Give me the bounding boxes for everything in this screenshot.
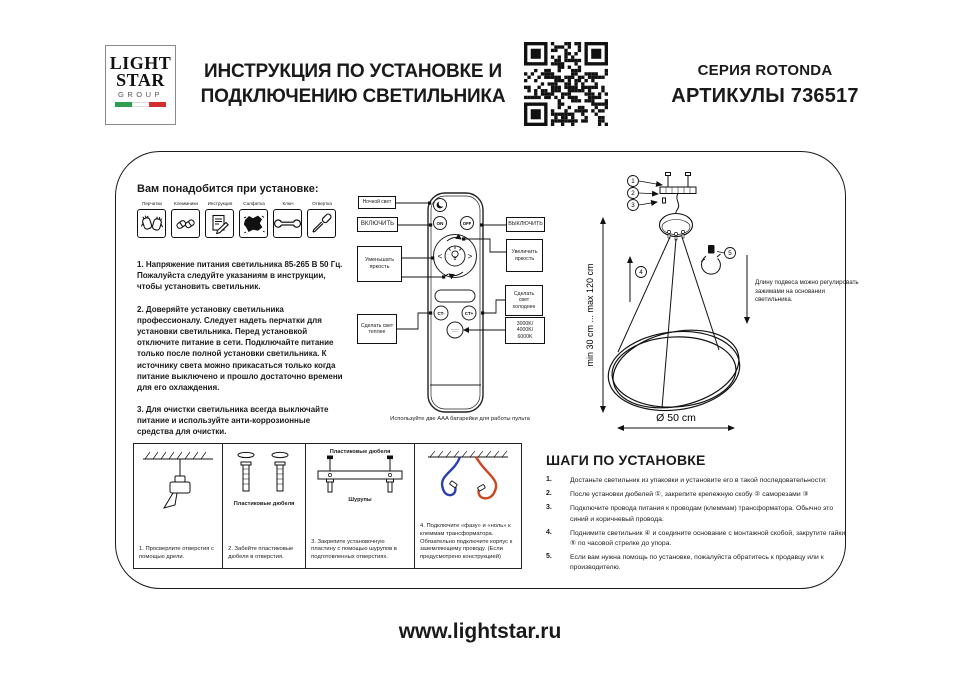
mounting-strip [133, 443, 522, 569]
scene-button [435, 290, 475, 302]
svg-text:1: 1 [631, 178, 635, 186]
ct-minus-label: CT- [437, 311, 445, 316]
tool-napkin [239, 202, 269, 238]
qr-code [524, 42, 608, 126]
mounting-panel-1 [134, 444, 222, 568]
callouts-1-3 [628, 176, 663, 211]
brighten-arrow-glyph: > [467, 252, 473, 261]
panel-3-label-bottom: Шурупы [348, 497, 372, 504]
svg-text:4: 4 [639, 269, 643, 277]
neutral-wire-blue [442, 457, 460, 495]
mounting-panel-3 [305, 444, 414, 568]
lightstar-logo [105, 45, 176, 125]
label-warmer: Сделать свет теплее [357, 314, 397, 344]
logo-word-group: GROUP [117, 90, 163, 100]
label-kelvin [505, 317, 545, 344]
callout-5-leader [717, 252, 725, 254]
logo-word-star: STAR [116, 69, 165, 90]
svg-text:2: 2 [631, 190, 635, 198]
mounting-panel-4 [414, 444, 521, 568]
label-turn-on: ВКЛЮЧИТЬ [357, 217, 398, 232]
mounting-panel-2 [222, 444, 305, 568]
tool-label: Отвертка [312, 201, 332, 206]
panel-1-caption: 1. Просверлите отверстия с помощью дрели. [139, 546, 214, 561]
step-3: 3. Подключите провода питания к проводам (клеммам) трансформатора. Обычно это синий и коричневый провода. [546, 504, 834, 523]
label-cooler: Сделать свет холоднее [505, 285, 543, 316]
on-button-label: ON [436, 221, 444, 226]
tool-label: Перчатки [142, 201, 162, 206]
panel-3-caption: 3. Закрепите установочную пластину с помощью шурупов в подготовленных отверстиях. [311, 538, 397, 561]
panel-2-caption: 2. Забейте пластиковые дюбеля в отверстия. [228, 546, 294, 561]
panel-2-label: Пластиковые дюбеля [233, 501, 295, 507]
terminal-blocks-icon [172, 210, 199, 237]
series-name: СЕРИЯ ROTONDA [697, 62, 833, 79]
diameter-label: Ø 50 cm [656, 412, 696, 424]
suspension-note: Длину подвеса можно регулировать зажимами на основании светильника. [755, 279, 859, 304]
tool-gloves [137, 202, 167, 238]
label-night-light: Ночной свет [358, 196, 396, 209]
tool-instruction [205, 202, 235, 238]
gloves-icon [138, 210, 165, 237]
ct-plus-label: CT+ [464, 311, 474, 316]
steps-heading: ШАГИ ПО УСТАНОВКЕ [546, 452, 706, 468]
svg-text:3: 3 [631, 202, 635, 210]
panel-4-caption: 4. Подключите «фазу» и «ноль» к клеммам трансформатора. Обязательно подключите корпус к заземляющему проводу. (Если предусмотрено конструкцией) [420, 522, 513, 561]
step-2: 2. После установки дюбелей ①, закрепите крепежную скобу ② саморезами ③ [546, 490, 809, 499]
step-4: 4. Поднимите светильник ④ и соедините основание с монтажной скобой, закрутите гайки ⑤ по часовой стрелке до упора. [546, 528, 846, 547]
warning-2: 2. Доверяйте установку светильника профессионалу. Следует надеть перчатки для установки светильника. Перед установкой отключите питание в сети. Подключайте питание только после полной установки светильника. К источнику света можно прикасаться только когда питание выключено и прошло достаточно времени для его охлаждения. [137, 304, 343, 392]
off-button-label: OFF [462, 221, 472, 226]
warning-3: 3. Для очистки светильника всегда выключайте питание и используйте анти-коррозионные средства для очистки. [137, 405, 329, 437]
page-title [186, 60, 520, 109]
series-block [640, 62, 890, 108]
title-line-1: ИНСТРУКЦИЯ ПО УСТАНОВКЕ И [204, 61, 502, 82]
tool-label: Ключ [282, 201, 294, 206]
instruction-icon [206, 210, 233, 237]
step-5: 5. Если вам нужна помощь по установке, пожалуйста обратитесь к продавцу или к производителю. [546, 553, 824, 572]
plate-diagram [312, 455, 408, 497]
screwdriver-icon [308, 210, 335, 237]
mounting-bracket [660, 173, 696, 218]
ring-lamp [604, 319, 747, 420]
steps-list [546, 476, 846, 574]
napkin-icon [240, 210, 267, 237]
step-1: 1. Достаньте светильник из упаковки и установите его в такой последовательности: [546, 476, 827, 484]
tool-label: Инструкция [207, 201, 233, 206]
kelvin-line-2: 4000K/ [516, 327, 534, 334]
battery-note: Используйте две AAA батарейки для работы пульта [390, 416, 530, 422]
suspension-cables [618, 237, 719, 408]
tools-heading: Вам понадобится при установке: [137, 183, 319, 195]
installation-steps [546, 452, 846, 578]
safety-warnings [137, 259, 346, 449]
wrench-icon [274, 210, 301, 237]
tool-screwdriver [307, 202, 337, 238]
warning-1: 1. Напряжение питания светильника 85-265 В 50 Гц. Пожалуйста следуйте указаниям в инструкции, чтобы установить светильник. [137, 260, 343, 292]
tool-wrench [273, 202, 303, 238]
hand-adjusting-clamp [701, 245, 721, 274]
phase-wire-red [476, 457, 496, 498]
tool-label: Клеммники [174, 201, 198, 206]
panel-3-label-top: Пластиковые дюбеля [329, 449, 391, 455]
italian-flag-stripe [115, 102, 167, 107]
wires-diagram [420, 449, 516, 507]
drill-diagram [139, 449, 217, 515]
logo-word-light: LIGHT [109, 53, 172, 73]
kelvin-line-3: 6000K [517, 333, 533, 340]
label-brighten: Увеличить яркость [506, 239, 543, 272]
kelvin-line-1: 3000K/ [516, 320, 534, 327]
article-number: АРТИКУЛЫ 736517 [671, 85, 859, 107]
website-url: www.lightstar.ru [398, 620, 562, 643]
label-turn-off: ВЫКЛЮЧИТЬ [506, 217, 545, 232]
dowels-diagram [228, 449, 300, 501]
kelvin-cycle-button [447, 322, 463, 338]
canopy-base [660, 214, 693, 241]
title-line-2: ПОДКЛЮЧЕНИЮ СВЕТИЛЬНИКА [200, 85, 506, 107]
height-dimension-label: min 30 cm ... max 120 cm [585, 263, 595, 367]
dim-arrow-glyph: < [437, 252, 443, 261]
label-dim: Уменьшать яркость [357, 246, 402, 282]
svg-text:5: 5 [728, 250, 732, 258]
tools-row [137, 202, 337, 238]
tool-terminal-blocks [171, 202, 201, 238]
tool-label: Салфетка [243, 201, 265, 206]
